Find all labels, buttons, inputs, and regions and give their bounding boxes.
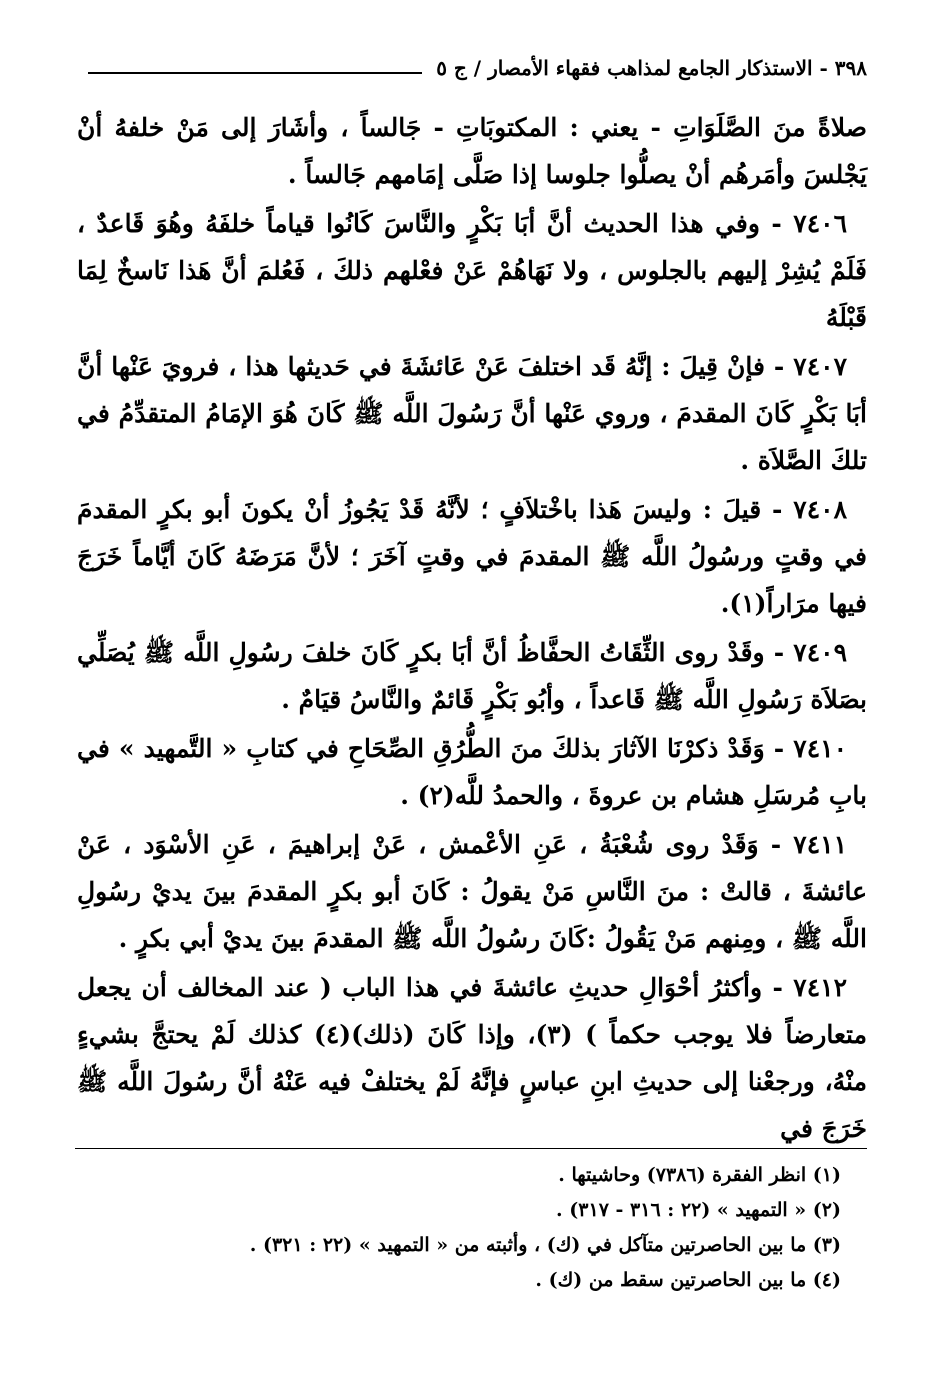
paragraph-continuation: صلاةً منَ الصَّلَوَاتِ - يعني : المكتوبَاتِ - جَالساً ، وأشَارَ إلى مَنْ خلفهُ أنْ يَجْلسَ وأمَرهُم أنْ يصلُّوا جلوسا إذا صَلَّى إمَامهم جَالساً . bbox=[77, 113, 867, 189]
paragraph-7409: ٧٤٠٩ - وقَدْ روى الثِّقَاتُ الحفَّاظُ أنَّ أبَا بكرٍ كَانَ خلفَ رسُولِ اللَّه ﷺ يُصَلِّي بصَلاَة رَسُولِ اللَّه ﷺ قَاعداً ، وأبُو بَكْرٍ قَائمٌ والنَّاسُ قيَامٌ . bbox=[77, 638, 867, 714]
footnote-3: (٣) ما بين الحاصرتين متآكل في (ك) ، وأثبته من « التمهيد » (٢٢ : ٣٢١) . bbox=[249, 1234, 841, 1256]
paragraph-7407: ٧٤٠٧ - فإنْ قِيلَ : إنَّهُ قَد اختلفَ عَنْ عَائشَةَ في حَديثها هذا ، فرويَ عَنْها أنَّ أبَا بَكْرٍ كَانَ المقدمَ ، وروي عَنْها أنَّ رَسُولَ اللَّه ﷺ كَانَ هُوَ الإمَامُ المتقدِّمُ في تلكَ الصَّلاَة . bbox=[77, 352, 867, 475]
footnote-4: (٤) ما بين الحاصرتين سقط من (ك) . bbox=[535, 1269, 841, 1291]
main-text bbox=[77, 104, 867, 1154]
footnotes bbox=[81, 1158, 841, 1298]
footnote-1: (١) انظر الفقرة (٧٣٨٦) وحاشيتها . bbox=[558, 1164, 841, 1186]
footnote-rule bbox=[75, 1148, 867, 1149]
paragraph-7412: ٧٤١٢ - وأكثرُ أحْوَالِ حديثِ عائشةَ في هذا الباب ( عند المخالف أن يجعل متعارضاً فلا يوجب حكماً ) (٣)، وإذا كَانَ (ذلك)(٤) كذلك لَمْ يحتجَّ بشيءٍ منْهُ، ورجعْنا إلى حديثِ ابنِ عباسٍ فإنَّهُ لَمْ يختلفْ فيه عَنْهُ أنَّ رسُولَ اللَّه ﷺ خَرَجَ في bbox=[77, 973, 867, 1143]
paragraph-7410: ٧٤١٠ - وَقَدْ ذكرْنَا الآثارَ بذلكَ منَ الطُّرُقِ الصِّحَاحِ في كتابِ « التَّمهيد » في بابِ مُرسَلِ هشام بن عروةَ ، والحمدُ للَّه(٢) . bbox=[77, 734, 867, 810]
paragraph-7408: ٧٤٠٨ - قيلَ : وليسَ هَذا باخْتلاَفٍ ؛ لأنَّهُ قَدْ يَجُوزُ أنْ يكونَ أبو بكرٍ المقدمَ في وقتٍ ورسُولُ اللَّه ﷺ المقدمَ في وقتٍ آخَرَ ؛ لأنَّ مَرَضَهُ كَانَ أيَّاماً خَرَجَ فيها مرَاراً(١). bbox=[77, 495, 867, 618]
footnote-2: (٢) « التمهيد » (٢٢ : ٣١٦ - ٣١٧) . bbox=[556, 1199, 841, 1221]
header-rule bbox=[88, 72, 422, 74]
paragraph-7411: ٧٤١١ - وَقَدْ روى شُعْبَةُ ، عَنِ الأعْمش ، عَنْ إبراهيمَ ، عَنِ الأسْوَد ، عَنْ عائشةَ ، قالتْ : منَ النَّاسِ مَنْ يقولُ : كَانَ أبو بكرٍ المقدمَ بينَ يديْ رسُولِ اللَّه ﷺ ، ومِنهم مَنْ يَقُولُ :كَانَ رسُولُ اللَّه ﷺ المقدمَ بينَ يديْ أبي بكرٍ . bbox=[77, 830, 867, 953]
running-header: ٣٩٨ - الاستذكار الجامع لمذاهب فقهاء الأمصار / ج ٥ bbox=[436, 56, 867, 80]
paragraph-7406: ٧٤٠٦ - وفي هذا الحديث أنَّ أبَا بَكْرٍ والنَّاسَ كَانُوا قياماً خلفَهُ وهُوَ قَاعدٌ ، فَلَمْ يُشِرْ إليهم بالجلوس ، ولا نَهَاهُمْ عَنْ فعْلهم ذلكَ ، فَعُلمَ أنَّ هَذا نَاسخٌ لِمَا قَبْلَهُ bbox=[77, 209, 867, 332]
